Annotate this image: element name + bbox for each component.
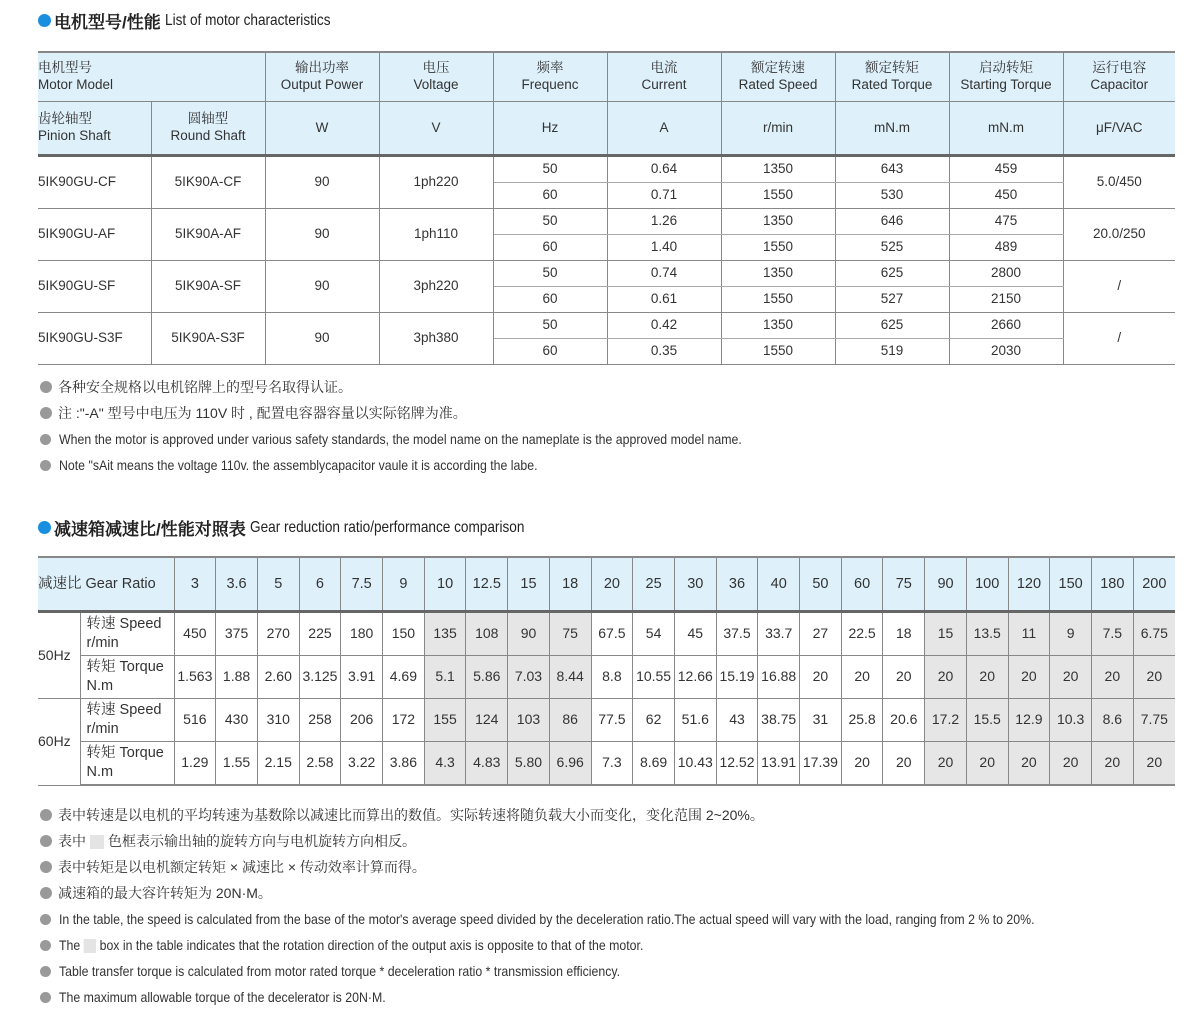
- header-en: Output Power: [280, 77, 364, 92]
- row-label-unit: r/min: [86, 721, 119, 737]
- gear-value-cell: 20: [841, 656, 883, 699]
- gear-value-cell: 206: [341, 699, 383, 742]
- gear-value-cell: 430: [216, 699, 258, 742]
- bullet-icon: [40, 434, 51, 445]
- unit-voltage: V: [379, 102, 493, 156]
- gear-section-title: [38, 515, 573, 540]
- gear-ratio-value: 200: [1133, 557, 1175, 612]
- bullet-dot-icon: [38, 521, 51, 534]
- gear-value-cell: 516: [174, 699, 216, 742]
- header-cn: 电机型号: [38, 60, 92, 76]
- frequency-value: 50: [493, 156, 607, 183]
- motor-title-cn: 电机型号/性能: [54, 13, 161, 32]
- current-value: 0.35: [607, 339, 721, 365]
- note-line: [40, 984, 1168, 1010]
- gear-value-cell: 37.5: [716, 612, 758, 656]
- unit-capacitor: μF/VAC: [1063, 102, 1175, 156]
- output-power-value: 90: [265, 209, 379, 261]
- header-cn: 圆轴型: [187, 111, 229, 127]
- note-line: [40, 958, 1168, 984]
- frequency-value: 50: [493, 209, 607, 235]
- gear-data-row: [38, 742, 1175, 786]
- gear-value-cell: 150: [383, 612, 425, 656]
- round-shaft-model: 5IK90A-S3F: [151, 313, 265, 365]
- header-en: Voltage: [413, 77, 459, 92]
- gear-value-cell: 8.69: [633, 742, 675, 786]
- unit-output-power: W: [265, 102, 379, 156]
- gear-value-cell: 8.44: [549, 656, 591, 699]
- voltage-value: 3ph380: [379, 313, 493, 365]
- gear-value-cell: 13.5: [966, 612, 1008, 656]
- output-power-value: 90: [265, 313, 379, 365]
- gear-value-cell: 225: [299, 612, 341, 656]
- bullet-icon: [40, 861, 52, 873]
- header-cn: 输出功率: [295, 60, 349, 76]
- header-cn: 额定转矩: [865, 60, 919, 76]
- pinion-shaft-model: 5IK90GU-CF: [38, 156, 151, 209]
- note-line: [40, 374, 835, 400]
- row-label: [80, 742, 174, 786]
- rated-torque-value: 527: [835, 287, 949, 313]
- gear-value-cell: 1.563: [174, 656, 216, 699]
- header-round-shaft: [151, 102, 265, 156]
- gear-ratio-value: 18: [549, 557, 591, 612]
- header-motor-model: [38, 52, 265, 102]
- current-value: 0.71: [607, 183, 721, 209]
- note-text: The box in the table indicates that the rotation direction of the output axis is opposite to that of the motor.: [59, 936, 644, 953]
- gear-ratio-value: 40: [758, 557, 800, 612]
- rated-torque-value: 646: [835, 209, 949, 235]
- gear-ratio-value: 150: [1050, 557, 1092, 612]
- bullet-icon: [40, 407, 52, 419]
- rated-torque-value: 625: [835, 313, 949, 339]
- unit-rated-torque: mN.m: [835, 102, 949, 156]
- header-en: Rated Torque: [851, 77, 933, 92]
- gear-value-cell: 3.125: [299, 656, 341, 699]
- note-line: [40, 802, 1168, 828]
- gear-ratio-value: 20: [591, 557, 633, 612]
- voltage-value: 3ph220: [379, 261, 493, 313]
- header-en: Motor Model: [38, 77, 114, 92]
- gear-value-cell: 6.75: [1133, 612, 1175, 656]
- gear-value-cell: 135: [424, 612, 466, 656]
- gear-value-cell: 3.86: [383, 742, 425, 786]
- gear-value-cell: 8.8: [591, 656, 633, 699]
- header-cn: 运行电容: [1092, 60, 1147, 76]
- note-line: [40, 828, 1168, 854]
- gear-ratio-label: 减速比 Gear Ratio: [38, 557, 174, 612]
- starting-torque-value: 2030: [949, 339, 1063, 365]
- gear-ratio-value: 3.6: [216, 557, 258, 612]
- capacitor-value: /: [1063, 261, 1175, 313]
- note-text: In the table, the speed is calculated from the base of the motor's average speed divided by the deceleration ratio.The actual speed will vary with the load, ranging from 2 % to 20%.: [59, 911, 1035, 927]
- gear-title-cn: 减速箱减速比/性能对照表: [54, 520, 246, 539]
- motor-title-en: List of motor characteristics: [164, 11, 331, 29]
- gear-ratio-value: 3: [174, 557, 216, 612]
- unit-current: A: [607, 102, 721, 156]
- note-line: [40, 400, 835, 426]
- gear-value-cell: 38.75: [758, 699, 800, 742]
- frequency-value: 60: [493, 183, 607, 209]
- note-text: 表中 色框表示输出轴的旋转方向与电机旋转方向相反。: [58, 833, 416, 849]
- gear-value-cell: 62: [633, 699, 675, 742]
- gear-value-cell: 270: [257, 612, 299, 656]
- gear-value-cell: 25.8: [841, 699, 883, 742]
- gear-value-cell: 77.5: [591, 699, 633, 742]
- header-cn: 启动转矩: [979, 60, 1033, 76]
- note-text: When the motor is approved under various safety standards, the model name on the nameplate is the approved model name.: [59, 431, 742, 447]
- gear-value-cell: 18: [883, 612, 925, 656]
- capacitor-value: 20.0/250: [1063, 209, 1175, 261]
- gear-value-cell: 54: [633, 612, 675, 656]
- capacitor-value: 5.0/450: [1063, 156, 1175, 209]
- row-label: [80, 612, 174, 656]
- gear-value-cell: 2.15: [257, 742, 299, 786]
- header-capacitor: [1063, 52, 1175, 102]
- unit-rated-speed: r/min: [721, 102, 835, 156]
- header-en: Round Shaft: [170, 128, 246, 143]
- gear-value-cell: 16.88: [758, 656, 800, 699]
- gear-value-cell: 86: [549, 699, 591, 742]
- rated-torque-value: 525: [835, 235, 949, 261]
- note-line: [40, 854, 1168, 880]
- starting-torque-value: 475: [949, 209, 1063, 235]
- motor-table-row: [38, 261, 1175, 287]
- gear-value-cell: 375: [216, 612, 258, 656]
- gear-value-cell: 155: [424, 699, 466, 742]
- gear-notes: [40, 802, 1168, 1010]
- gear-value-cell: 310: [257, 699, 299, 742]
- gear-value-cell: 2.60: [257, 656, 299, 699]
- header-voltage: [379, 52, 493, 102]
- gear-value-cell: 17.39: [800, 742, 842, 786]
- gear-value-cell: 20: [966, 742, 1008, 786]
- gear-value-cell: 1.55: [216, 742, 258, 786]
- gear-value-cell: 51.6: [674, 699, 716, 742]
- current-value: 0.42: [607, 313, 721, 339]
- note-text: 各种安全规格以电机铭牌上的型号名取得认证。: [58, 379, 352, 395]
- gear-ratio-value: 5: [257, 557, 299, 612]
- row-label: [80, 699, 174, 742]
- gear-value-cell: 180: [341, 612, 383, 656]
- header-cn: 电压: [422, 60, 450, 76]
- motor-notes: [40, 374, 835, 478]
- gear-value-cell: 43: [716, 699, 758, 742]
- row-label-name: 转矩 Torque: [86, 745, 164, 762]
- note-line: [40, 880, 1168, 906]
- starting-torque-value: 2150: [949, 287, 1063, 313]
- motor-header-row-1: [38, 52, 1175, 102]
- gear-value-cell: 4.83: [466, 742, 508, 786]
- header-cn: 电流: [650, 60, 678, 76]
- row-label-name: 转速 Speed: [86, 616, 162, 633]
- round-shaft-model: 5IK90A-SF: [151, 261, 265, 313]
- gear-title-en: Gear reduction ratio/performance comparison: [249, 518, 525, 536]
- gear-value-cell: 11: [1008, 612, 1050, 656]
- gear-value-cell: 8.6: [1091, 699, 1133, 742]
- gear-value-cell: 3.22: [341, 742, 383, 786]
- gear-ratio-value: 120: [1008, 557, 1050, 612]
- bullet-icon: [40, 940, 51, 951]
- gear-value-cell: 5.86: [466, 656, 508, 699]
- header-output-power: [265, 52, 379, 102]
- gear-value-cell: 90: [508, 612, 550, 656]
- gear-ratio-value: 10: [424, 557, 466, 612]
- header-rated-torque: [835, 52, 949, 102]
- current-value: 0.61: [607, 287, 721, 313]
- gear-value-cell: 20.6: [883, 699, 925, 742]
- starting-torque-value: 459: [949, 156, 1063, 183]
- gear-ratio-value: 7.5: [341, 557, 383, 612]
- rated-torque-value: 643: [835, 156, 949, 183]
- row-label-unit: N.m: [86, 764, 114, 780]
- current-value: 0.74: [607, 261, 721, 287]
- voltage-value: 1ph220: [379, 156, 493, 209]
- gear-ratio-value: 60: [841, 557, 883, 612]
- gear-ratio-value: 90: [925, 557, 967, 612]
- gear-value-cell: 15: [925, 612, 967, 656]
- bullet-icon: [40, 381, 52, 393]
- gear-ratio-value: 15: [508, 557, 550, 612]
- gear-value-cell: 13.91: [758, 742, 800, 786]
- header-cn: 齿轮轴型: [38, 111, 92, 127]
- gear-ratio-value: 6: [299, 557, 341, 612]
- gear-value-cell: 4.69: [383, 656, 425, 699]
- round-shaft-model: 5IK90A-AF: [151, 209, 265, 261]
- gear-value-cell: 103: [508, 699, 550, 742]
- gear-value-cell: 20: [800, 656, 842, 699]
- motor-table-row: [38, 156, 1175, 183]
- rated-speed-value: 1550: [721, 287, 835, 313]
- frequency-value: 50: [493, 313, 607, 339]
- gear-value-cell: 10.43: [674, 742, 716, 786]
- note-line: [40, 932, 1168, 958]
- gear-value-cell: 12.66: [674, 656, 716, 699]
- note-text: Note "sAit means the voltage 110v. the assemblycapacitor vaule it is according the labe.: [59, 457, 538, 473]
- gear-data-row: [38, 612, 1175, 656]
- header-en: Frequenc: [521, 77, 579, 92]
- gear-value-cell: 45: [674, 612, 716, 656]
- frequency-label: 50Hz: [38, 612, 80, 699]
- bullet-icon: [40, 809, 52, 821]
- bullet-icon: [40, 835, 52, 847]
- rated-speed-value: 1350: [721, 313, 835, 339]
- gear-value-cell: 20: [1133, 742, 1175, 786]
- rated-speed-value: 1550: [721, 183, 835, 209]
- current-value: 1.26: [607, 209, 721, 235]
- starting-torque-value: 450: [949, 183, 1063, 209]
- motor-table-row: [38, 313, 1175, 339]
- gear-value-cell: 67.5: [591, 612, 633, 656]
- pinion-shaft-model: 5IK90GU-S3F: [38, 313, 151, 365]
- gear-value-cell: 5.80: [508, 742, 550, 786]
- header-starting-torque: [949, 52, 1063, 102]
- gear-value-cell: 22.5: [841, 612, 883, 656]
- note-text: 注 :"-A" 型号中电压为 110V 时 , 配置电容器容量以实际铭牌为准。: [58, 405, 467, 421]
- header-en: Pinion Shaft: [38, 128, 111, 143]
- row-label-name: 转矩 Torque: [86, 659, 164, 676]
- header-en: Capacitor: [1090, 77, 1149, 92]
- gear-ratio-value: 75: [883, 557, 925, 612]
- gear-ratio-value: 30: [674, 557, 716, 612]
- pinion-shaft-model: 5IK90GU-SF: [38, 261, 151, 313]
- bullet-icon: [40, 460, 51, 471]
- gear-value-cell: 33.7: [758, 612, 800, 656]
- output-power-value: 90: [265, 156, 379, 209]
- frequency-value: 50: [493, 261, 607, 287]
- rated-speed-value: 1550: [721, 339, 835, 365]
- gear-value-cell: 12.9: [1008, 699, 1050, 742]
- gear-ratio-value: 36: [716, 557, 758, 612]
- frequency-value: 60: [493, 287, 607, 313]
- gear-value-cell: 17.2: [925, 699, 967, 742]
- motor-section-title: [38, 8, 359, 33]
- note-text: 表中转矩是以电机额定转矩 × 减速比 × 传动效率计算而得。: [58, 859, 426, 875]
- round-shaft-model: 5IK90A-CF: [151, 156, 265, 209]
- pinion-shaft-model: 5IK90GU-AF: [38, 209, 151, 261]
- motor-characteristics-table: [38, 51, 1175, 365]
- gear-value-cell: 1.29: [174, 742, 216, 786]
- motor-header-row-2: [38, 102, 1175, 156]
- bullet-icon: [40, 966, 51, 977]
- gear-value-cell: 7.5: [1091, 612, 1133, 656]
- note-line: [40, 906, 1168, 932]
- gear-value-cell: 10.3: [1050, 699, 1092, 742]
- gear-value-cell: 9: [1050, 612, 1092, 656]
- header-current: [607, 52, 721, 102]
- gear-value-cell: 20: [1133, 656, 1175, 699]
- gear-value-cell: 12.52: [716, 742, 758, 786]
- gear-data-row: [38, 699, 1175, 742]
- motor-table-body: [38, 156, 1175, 365]
- rated-speed-value: 1350: [721, 156, 835, 183]
- shaded-box-legend-icon: [84, 939, 96, 953]
- gear-value-cell: 20: [1050, 656, 1092, 699]
- rated-torque-value: 519: [835, 339, 949, 365]
- gear-value-cell: 124: [466, 699, 508, 742]
- gear-value-cell: 1.88: [216, 656, 258, 699]
- rated-torque-value: 625: [835, 261, 949, 287]
- rated-torque-value: 530: [835, 183, 949, 209]
- gear-value-cell: 6.96: [549, 742, 591, 786]
- current-value: 1.40: [607, 235, 721, 261]
- note-text: Table transfer torque is calculated from motor rated torque * deceleration ratio * transmission efficiency.: [59, 963, 621, 979]
- gear-value-cell: 20: [1008, 656, 1050, 699]
- note-line: [40, 452, 835, 478]
- gear-value-cell: 20: [925, 656, 967, 699]
- bullet-icon: [40, 887, 52, 899]
- gear-ratio-value: 12.5: [466, 557, 508, 612]
- frequency-value: 60: [493, 235, 607, 261]
- gear-ratio-value: 50: [800, 557, 842, 612]
- capacitor-value: /: [1063, 313, 1175, 365]
- gear-value-cell: 10.55: [633, 656, 675, 699]
- gear-value-cell: 108: [466, 612, 508, 656]
- shaded-box-legend-icon: [90, 835, 104, 849]
- gear-value-cell: 20: [1091, 742, 1133, 786]
- gear-value-cell: 15.19: [716, 656, 758, 699]
- gear-value-cell: 20: [1091, 656, 1133, 699]
- header-cn: 频率: [536, 60, 564, 76]
- gear-value-cell: 7.3: [591, 742, 633, 786]
- gear-value-cell: 2.58: [299, 742, 341, 786]
- starting-torque-value: 489: [949, 235, 1063, 261]
- gear-value-cell: 20: [966, 656, 1008, 699]
- note-line: [40, 426, 835, 452]
- gear-ratio-value: 25: [633, 557, 675, 612]
- bullet-icon: [40, 992, 51, 1003]
- row-label-name: 转速 Speed: [86, 702, 162, 719]
- motor-table-row: [38, 209, 1175, 235]
- starting-torque-value: 2800: [949, 261, 1063, 287]
- gear-value-cell: 450: [174, 612, 216, 656]
- header-en: Rated Speed: [738, 77, 818, 92]
- note-text: 表中转速是以电机的平均转速为基数除以减速比而算出的数值。实际转速将随负载大小而变化，变化范围 2~20%。: [58, 807, 764, 823]
- gear-value-cell: 5.1: [424, 656, 466, 699]
- note-text: The maximum allowable torque of the decelerator is 20N·M.: [59, 989, 386, 1005]
- header-en: Current: [641, 77, 687, 92]
- gear-value-cell: 7.03: [508, 656, 550, 699]
- current-value: 0.64: [607, 156, 721, 183]
- gear-value-cell: 75: [549, 612, 591, 656]
- output-power-value: 90: [265, 261, 379, 313]
- gear-value-cell: 172: [383, 699, 425, 742]
- gear-ratio-table: [38, 556, 1175, 786]
- rated-speed-value: 1350: [721, 261, 835, 287]
- gear-value-cell: 4.3: [424, 742, 466, 786]
- gear-ratio-header-row: [38, 557, 1175, 612]
- gear-value-cell: 20: [1050, 742, 1092, 786]
- row-label-unit: N.m: [86, 678, 114, 694]
- gear-ratio-value: 180: [1091, 557, 1133, 612]
- header-cn: 额定转速: [751, 60, 805, 76]
- gear-value-cell: 20: [1008, 742, 1050, 786]
- header-frequency: [493, 52, 607, 102]
- note-text: 减速箱的最大容许转矩为 20N·M。: [58, 885, 272, 901]
- row-label: [80, 656, 174, 699]
- gear-value-cell: 20: [841, 742, 883, 786]
- frequency-label: 60Hz: [38, 699, 80, 786]
- rated-speed-value: 1550: [721, 235, 835, 261]
- gear-table-body: [38, 557, 1175, 785]
- gear-ratio-value: 100: [966, 557, 1008, 612]
- header-pinion-shaft: [38, 102, 151, 156]
- starting-torque-value: 2660: [949, 313, 1063, 339]
- bullet-dot-icon: [38, 14, 51, 27]
- gear-value-cell: 15.5: [966, 699, 1008, 742]
- gear-value-cell: 27: [800, 612, 842, 656]
- gear-value-cell: 258: [299, 699, 341, 742]
- unit-frequency: Hz: [493, 102, 607, 156]
- gear-ratio-value: 9: [383, 557, 425, 612]
- gear-value-cell: 20: [883, 656, 925, 699]
- gear-value-cell: 20: [925, 742, 967, 786]
- gear-value-cell: 3.91: [341, 656, 383, 699]
- frequency-value: 60: [493, 339, 607, 365]
- header-rated-speed: [721, 52, 835, 102]
- gear-value-cell: 7.75: [1133, 699, 1175, 742]
- bullet-icon: [40, 914, 51, 925]
- gear-value-cell: 20: [883, 742, 925, 786]
- gear-data-row: [38, 656, 1175, 699]
- voltage-value: 1ph110: [379, 209, 493, 261]
- header-en: Starting Torque: [960, 77, 1052, 92]
- row-label-unit: r/min: [86, 635, 119, 651]
- gear-value-cell: 31: [800, 699, 842, 742]
- unit-starting-torque: mN.m: [949, 102, 1063, 156]
- rated-speed-value: 1350: [721, 209, 835, 235]
